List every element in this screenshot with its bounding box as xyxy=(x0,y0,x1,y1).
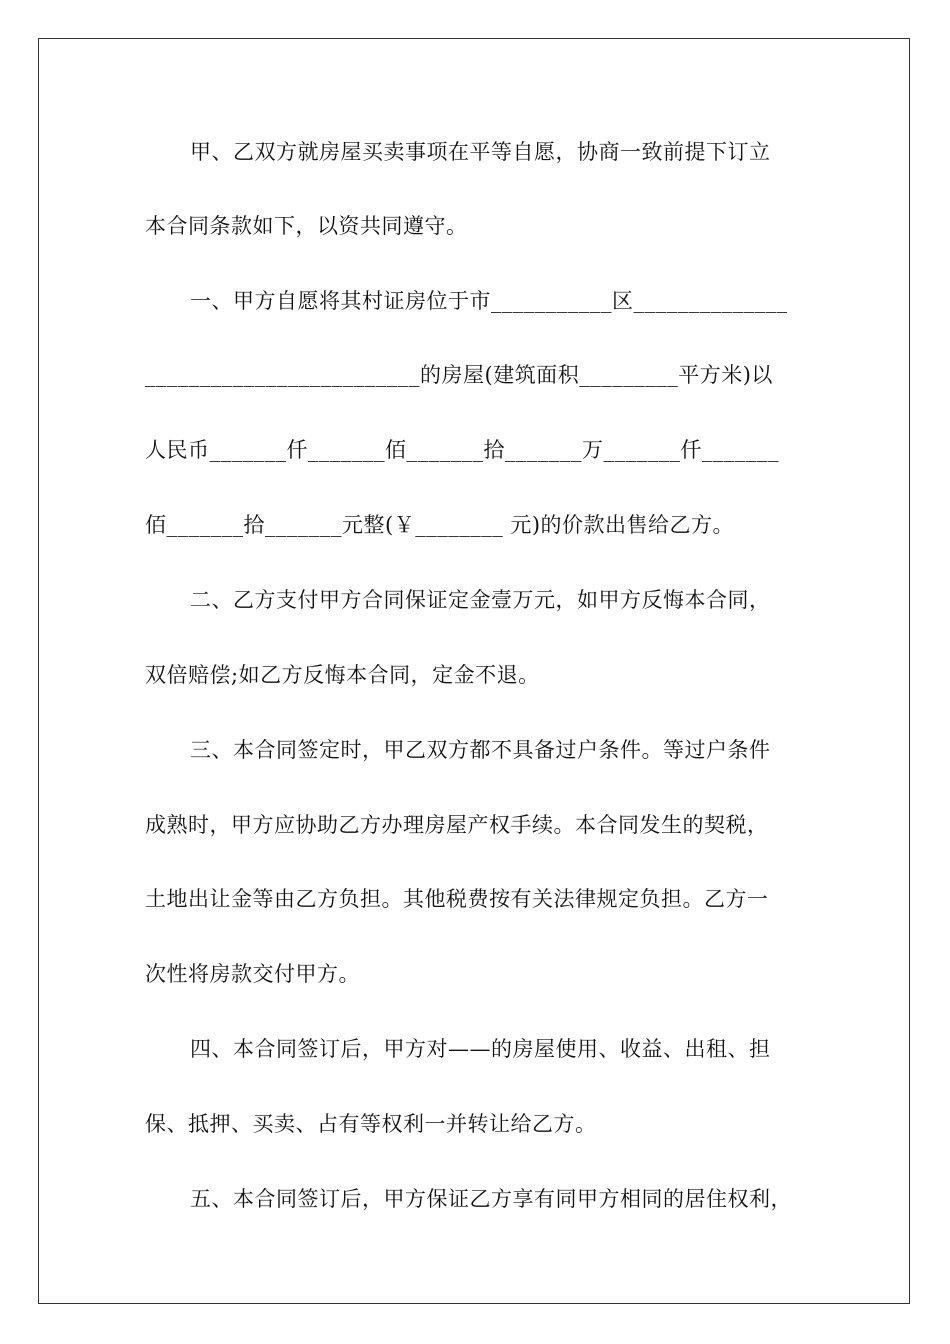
clause-1-line: 人民币_______仟_______佰_______拾_______万_______仟_______ xyxy=(145,438,779,462)
clause-2-line: 双倍赔偿;如乙方反悔本合同，定金不退。 xyxy=(145,663,540,687)
clause-1-line: _________________________的房屋(建筑面积_________平方米)以 xyxy=(145,363,773,387)
clause-2-line: 二、乙方支付甲方合同保证定金壹万元，如甲方反悔本合同， xyxy=(190,588,771,612)
clause-4-line: 四、本合同签订后，甲方对——的房屋使用、收益、出租、担 xyxy=(190,1037,771,1061)
clause-3-line: 次性将房款交付甲方。 xyxy=(145,962,360,986)
paragraph-line: 甲、乙双方就房屋买卖事项在平等自愿，协商一致前提下订立 xyxy=(190,140,771,164)
clause-4-line: 保、抵押、买卖、占有等权利一并转让给乙方。 xyxy=(145,1112,597,1136)
clause-3-line: 土地出让金等由乙方负担。其他税费按有关法律规定负担。乙方一 xyxy=(145,887,769,911)
clause-3-line: 三、本合同签定时，甲乙双方都不具备过户条件。等过户条件 xyxy=(190,738,771,762)
clause-1-line: 一、甲方自愿将其村证房位于市___________区______________ xyxy=(190,289,788,313)
clause-1-line: 佰_______拾_______元整(￥________ 元)的价款出售给乙方。 xyxy=(145,513,735,537)
clause-5-line: 五、本合同签订后，甲方保证乙方享有同甲方相同的居住权利， xyxy=(190,1187,792,1211)
paragraph-line: 本合同条款如下，以资共同遵守。 xyxy=(145,214,468,238)
clause-3-line: 成熟时，甲方应协助乙方办理房屋产权手续。本合同发生的契税， xyxy=(145,813,769,837)
